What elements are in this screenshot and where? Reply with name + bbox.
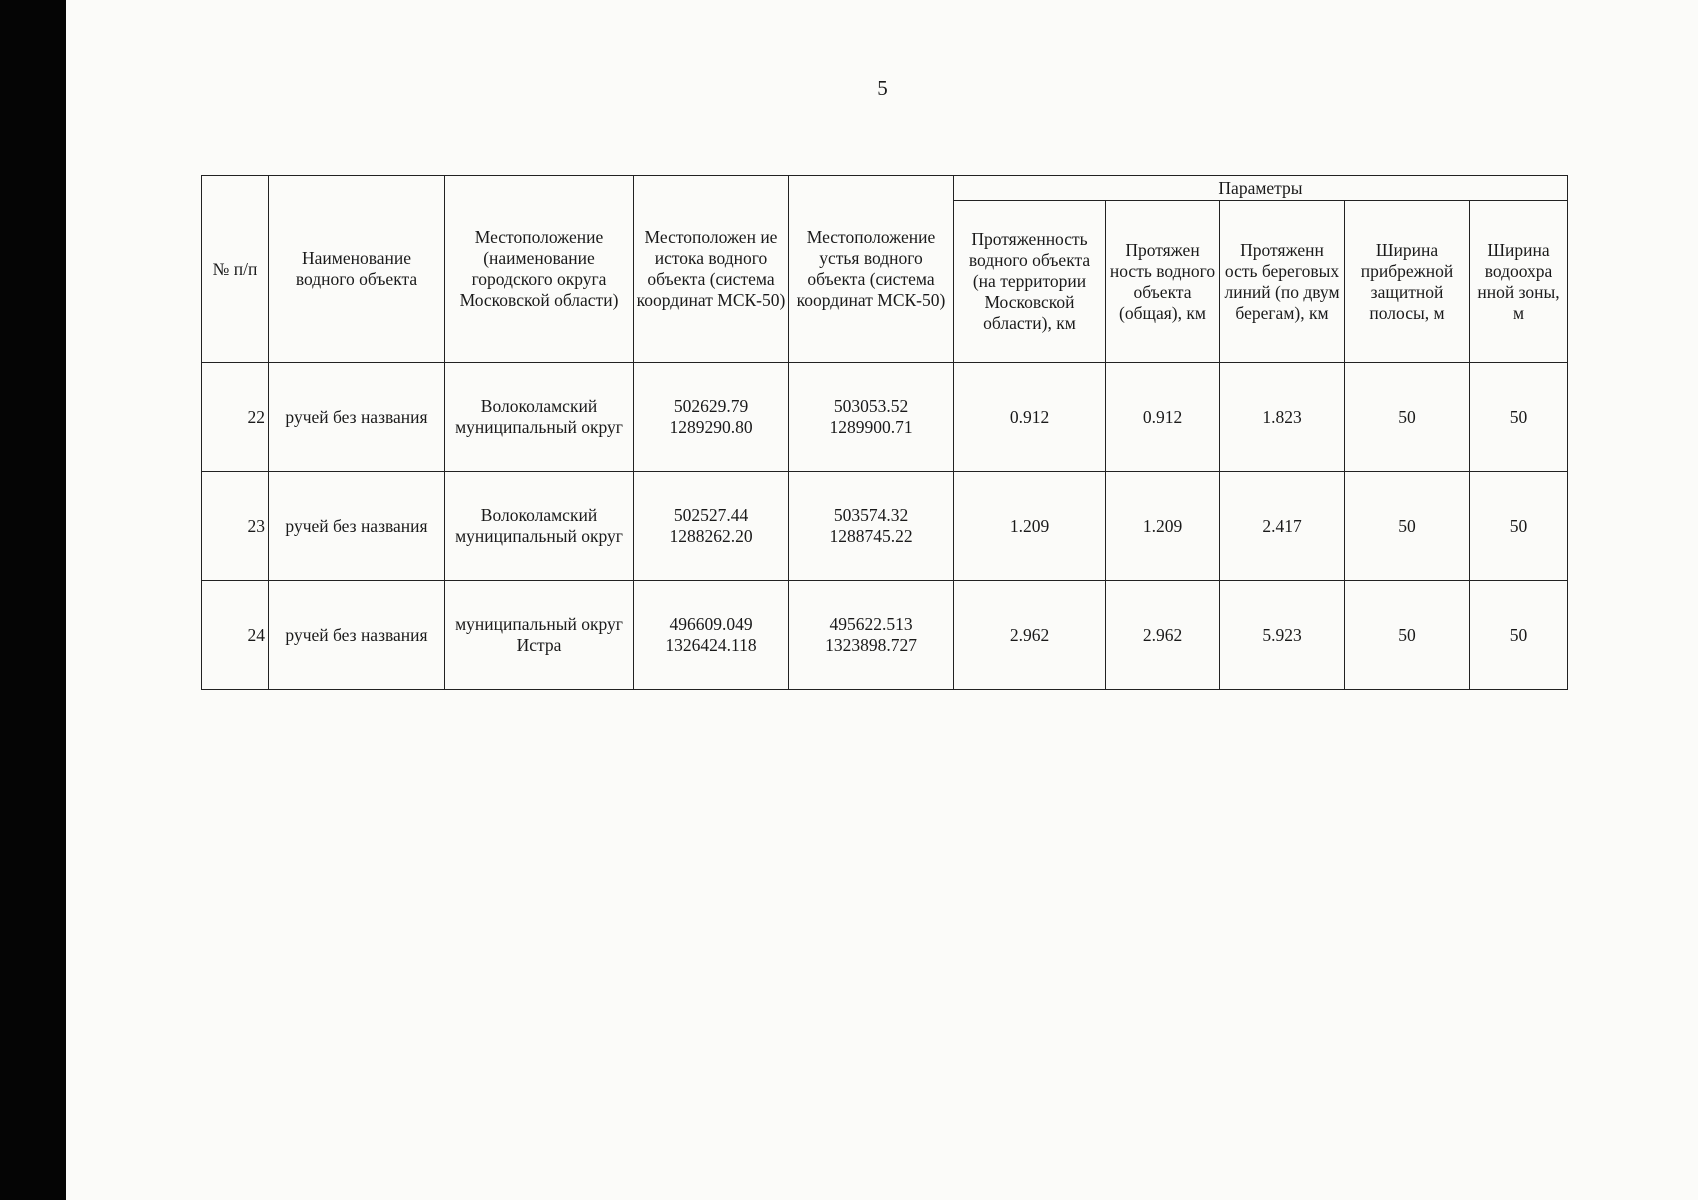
cell-location: Волоколамский муниципальный округ <box>445 472 634 581</box>
mouth-y: 1289900.71 <box>829 417 913 437</box>
cell-length-total: 2.962 <box>1106 581 1220 690</box>
cell-source <box>634 581 789 690</box>
source-y: 1288262.20 <box>669 526 753 546</box>
mouth-y: 1323898.727 <box>825 635 917 655</box>
cell-length-region: 1.209 <box>954 472 1106 581</box>
header-length-total: Протяжен ность водного объекта (общая), км <box>1106 201 1220 363</box>
cell-shoreline: 1.823 <box>1220 363 1345 472</box>
header-row-top <box>202 176 1568 201</box>
header-name: Наименование водного объекта <box>269 176 445 363</box>
cell-coastal-strip: 50 <box>1345 581 1470 690</box>
cell-coastal-strip: 50 <box>1345 363 1470 472</box>
cell-name: ручей без названия <box>269 472 445 581</box>
table-row <box>202 363 1568 472</box>
cell-source <box>634 363 789 472</box>
cell-mouth <box>789 472 954 581</box>
cell-location: муниципальный округ Истра <box>445 581 634 690</box>
cell-length-region: 2.962 <box>954 581 1106 690</box>
scan-edge-band <box>0 0 66 1200</box>
source-y: 1289290.80 <box>669 417 753 437</box>
header-shoreline: Протяженн ость береговых линий (по двум берегам), км <box>1220 201 1345 363</box>
header-parameters: Параметры <box>954 176 1568 201</box>
cell-shoreline: 5.923 <box>1220 581 1345 690</box>
cell-coastal-strip: 50 <box>1345 472 1470 581</box>
mouth-x: 503053.52 <box>833 396 909 416</box>
header-mouth: Местоположение устья водного объекта (система координат МСК-50) <box>789 176 954 363</box>
cell-protection-zone: 50 <box>1470 581 1568 690</box>
header-source: Местоположен ие истока водного объекта (система координат МСК-50) <box>634 176 789 363</box>
mouth-x: 495622.513 <box>829 614 913 634</box>
cell-length-total: 1.209 <box>1106 472 1220 581</box>
water-objects-table <box>201 175 1568 690</box>
source-y: 1326424.118 <box>665 635 757 655</box>
source-x: 502527.44 <box>673 505 749 525</box>
cell-name: ручей без названия <box>269 363 445 472</box>
cell-location: Волоколамский муниципальный округ <box>445 363 634 472</box>
header-length-region: Протяженность водного объекта (на территории Московской области), км <box>954 201 1106 363</box>
cell-num: 23 <box>202 472 269 581</box>
source-x: 502629.79 <box>673 396 749 416</box>
mouth-y: 1288745.22 <box>829 526 913 546</box>
cell-protection-zone: 50 <box>1470 363 1568 472</box>
header-coastal-strip: Ширина прибрежной защитной полосы, м <box>1345 201 1470 363</box>
header-location: Местоположение (наименование городского округа Московской области) <box>445 176 634 363</box>
header-num: № п/п <box>202 176 269 363</box>
cell-length-region: 0.912 <box>954 363 1106 472</box>
cell-name: ручей без названия <box>269 581 445 690</box>
mouth-x: 503574.32 <box>833 505 909 525</box>
cell-num: 22 <box>202 363 269 472</box>
table-row <box>202 472 1568 581</box>
cell-length-total: 0.912 <box>1106 363 1220 472</box>
table-row <box>202 581 1568 690</box>
cell-num: 24 <box>202 581 269 690</box>
cell-source <box>634 472 789 581</box>
cell-mouth <box>789 363 954 472</box>
header-protection-zone: Ширина водоохра нной зоны, м <box>1470 201 1568 363</box>
cell-mouth <box>789 581 954 690</box>
page-number: 5 <box>877 76 888 100</box>
cell-protection-zone: 50 <box>1470 472 1568 581</box>
cell-shoreline: 2.417 <box>1220 472 1345 581</box>
source-x: 496609.049 <box>669 614 753 634</box>
